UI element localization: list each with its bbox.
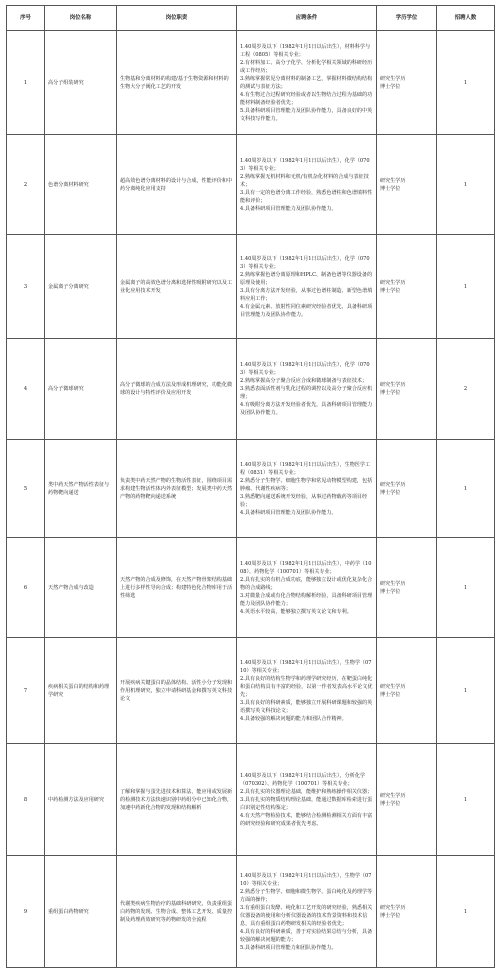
cell-degree: 研究生学历 博士学位 bbox=[377, 538, 437, 638]
table-row bbox=[7, 235, 495, 339]
table-row bbox=[7, 339, 495, 440]
cell-name: 疾病相关蛋白的结构和药理学研究 bbox=[45, 638, 117, 744]
requirement-line: 2.具有扎实的仪器理论基础，能维护和熟练操作相关仪器； bbox=[240, 788, 373, 795]
cell-degree: 研究生学历 博士学位 bbox=[377, 856, 437, 968]
header-duty: 岗位职责 bbox=[117, 6, 237, 31]
requirement-line: 4.具备科研项目管理能力及团队协作能力。 bbox=[240, 205, 337, 212]
requirement-line: 2.有材料加工、高分子化学、分析化学相关领域的科研经历或工作经历； bbox=[240, 59, 373, 74]
requirement-line: 1.40周岁及以下（1982年1月1日以后出生），化学（0703）等相关专业； bbox=[240, 157, 370, 172]
cell-requirements bbox=[237, 135, 377, 235]
cell-name: 重组蛋白药物研究 bbox=[45, 856, 117, 968]
requirement-line: 1.40周岁及以下（1982年1月1日以后出生），化学（0703）等相关专业； bbox=[240, 362, 370, 376]
cell-count: 1 bbox=[437, 235, 495, 339]
cell-name: 高分子微球研究 bbox=[45, 339, 117, 440]
cell-count: 2 bbox=[437, 339, 495, 440]
table-row bbox=[7, 638, 495, 744]
requirement-line: 4.具有良好的科研素质，善于对实验结果总结与分析，具备较强的解决问题的能力； bbox=[240, 928, 373, 943]
cell-duty: 生物基和分离材料的构建/基于生物资源和材料的生物大分子阀化工艺的开发 bbox=[117, 31, 237, 135]
requirement-line: 4.有生物过合过程研究经验或者以生物结合过程为基础的功能材料制备经验者优先； bbox=[240, 91, 373, 106]
requirement-line: 3.具有分离方法开发经验，从事过色谱柱制造、新型色谱填料应用工作； bbox=[240, 287, 373, 302]
cell-requirements bbox=[237, 856, 377, 968]
cell-degree: 研究生学历 博士学位 bbox=[377, 235, 437, 339]
requirement-line: 4.具备科研项目管理能力及团队协作能力。 bbox=[240, 509, 337, 516]
requirement-line: 2.具有良好的结构生物学和药理学研究经历，在靶蛋白纯化和蛋白结构具有丰富的经验，以第一作者发表高水平论文优先； bbox=[240, 675, 373, 698]
requirement-line: 4.有天然产物检验技术，能够结合检测检测相关方面有丰富的研究经验和研究成果者优先考虑。 bbox=[240, 812, 373, 827]
requirement-line: 2.熟练掌握色谱分离原理和HPLC、制备色谱等仪器设备的原理及使用； bbox=[240, 271, 373, 286]
requirement-line: 1.40周岁及以下（1982年1月1日以后出生），分析化学（070302）、药物化学（100701）等相关专业； bbox=[240, 772, 366, 787]
cell-requirements bbox=[237, 235, 377, 339]
requirement-line: 5.具备科研项目管理能力及团队协作能力，具备良好的中英文科技写作能力。 bbox=[240, 107, 373, 122]
cell-count: 1 bbox=[437, 538, 495, 638]
cell-requirements bbox=[237, 440, 377, 538]
requirement-line: 5.具备科研项目管理能力和团队协作能力。 bbox=[240, 944, 337, 951]
cell-count: 1 bbox=[437, 744, 495, 856]
cell-no: 8 bbox=[7, 744, 45, 856]
requirement-line: 2.具有扎实的有机合成功底，能够独立设计或优化复杂化合物的合成路线； bbox=[240, 576, 373, 591]
requirement-line: 3.有重组蛋白发酵、纯化和工艺开发的研究经验，熟悉相关仪器设备的使用和分析仪器设备的技术背景资料和技术信息，具有重组蛋白药物研发相关的经验者优先； bbox=[240, 904, 373, 927]
table-row bbox=[7, 744, 495, 856]
cell-count: 1 bbox=[437, 135, 495, 235]
cell-name: 天然产物合成与改造 bbox=[45, 538, 117, 638]
requirement-line: 2.熟练掌握无机材料和无机/有机杂化材料的合成与表征技术； bbox=[240, 173, 369, 188]
header-requirements: 应聘条件 bbox=[237, 6, 377, 31]
requirement-line: 1.40周岁及以下（1982年1月1日以后出生），中药学（1008）、药物化学（100701）等相关专业； bbox=[240, 560, 372, 575]
requirement-line: 4.英语水平较高，能够独立撰写英文论文和专利。 bbox=[240, 608, 352, 615]
table-row bbox=[7, 31, 495, 135]
requirement-line: 3.熟练掌握常见分离材料的制备工艺，掌握材料微结构结构的测试与表征方法； bbox=[240, 75, 373, 90]
table-header-row bbox=[7, 6, 495, 31]
cell-degree: 研究生学历 博士学位 bbox=[377, 339, 437, 440]
table-row bbox=[7, 440, 495, 538]
requirement-line: 1.40周岁及以下（1982年1月1日以后出生），生物学（0710）等相关专业； bbox=[240, 659, 372, 674]
cell-degree: 研究生学历 博士学位 bbox=[377, 440, 437, 538]
requirement-line: 3.熟悉靶向递送系统开发经验，从事过药物载药等项目经验； bbox=[240, 493, 368, 508]
requirement-line: 1.40周岁及以下（1982年1月1日以后出生），生物医学工程（0831）等相关专业； bbox=[240, 461, 371, 476]
cell-duty: 金属离子的高效色谱分离和选择性吸附研究以及工业化应用技术开发 bbox=[117, 235, 237, 339]
requirement-line: 2.熟悉分子生物学、细胞和微生物学、蛋白纯化及药理学等方面的操作； bbox=[240, 888, 373, 903]
requirement-line: 3.对微量合成或有化合物结构解析经验，具备科研项目管理能力及团队协作能力； bbox=[240, 592, 373, 607]
cell-degree: 研究生学历 博士学位 bbox=[377, 31, 437, 135]
cell-count: 1 bbox=[437, 638, 495, 744]
cell-name: 色谱分离材料研究 bbox=[45, 135, 117, 235]
table-row bbox=[7, 538, 495, 638]
cell-count: 1 bbox=[437, 440, 495, 538]
cell-duty: 天然产物的合成及修饰，在天然产物骨架结构基础上进行多样性导向合成；构建特色化合物库用于活性筛选 bbox=[117, 538, 237, 638]
requirement-line: 2.熟练掌握高分子聚合反应合成和微球制备与表征技术； bbox=[240, 378, 368, 384]
cell-no: 4 bbox=[7, 339, 45, 440]
cell-no: 1 bbox=[7, 31, 45, 135]
cell-duty: 高分子微球的合成方法及形成机理研究，功能化微球的设计与特性评价及应用开发 bbox=[117, 339, 237, 440]
cell-name: 高分子组装研究 bbox=[45, 31, 117, 135]
requirement-line: 3.具有扎实的物质结构理论基础，能通过数据库检索进行蛋白识别定性结构鉴定； bbox=[240, 796, 373, 811]
cell-no: 6 bbox=[7, 538, 45, 638]
requirement-line: 3.具有良好的科研素质，能够独立开展科研课题和较强的英语撰写英文科技论文； bbox=[240, 699, 373, 714]
cell-requirements bbox=[237, 339, 377, 440]
cell-no: 3 bbox=[7, 235, 45, 339]
requirement-line: 3.具有一定的色谱分离工作经验，熟悉色谱柱和色谱填料性能和评价； bbox=[240, 189, 373, 204]
cell-degree: 研究生学历 博士学位 bbox=[377, 135, 437, 235]
header-name: 岗位名称 bbox=[45, 6, 117, 31]
requirement-line: 4.有金属元素、放射性同位素研究经验者优先，具备科研项目管理能力及团队协作能力。 bbox=[240, 303, 373, 318]
cell-count: 1 bbox=[437, 31, 495, 135]
cell-no: 5 bbox=[7, 440, 45, 538]
cell-duty: 负责类中药天然产物的生物活性表征，围绕项目需求构建生物活性体内外表征模型；发展类中药天然产物的药物靶向递送系统 bbox=[117, 440, 237, 538]
cell-no: 9 bbox=[7, 856, 45, 968]
cell-name: 中药检测方法及应用研究 bbox=[45, 744, 117, 856]
cell-duty: 超高效色谱分离材料的设计与合成，性能评价和中药分离纯化应用支持 bbox=[117, 135, 237, 235]
requirement-line: 1.40周岁及以下（1982年1月1日以后出生），化学（0703）等相关专业； bbox=[240, 255, 370, 270]
cell-count: 1 bbox=[437, 856, 495, 968]
cell-degree: 研究生学历 博士学位 bbox=[377, 638, 437, 744]
cell-name: 金属离子分离研究 bbox=[45, 235, 117, 339]
job-table bbox=[6, 5, 495, 968]
cell-requirements bbox=[237, 638, 377, 744]
requirement-line: 2.熟悉分子生物学、细胞生物学和常见动物模型构建，包括肿瘤、代谢性疾病等； bbox=[240, 477, 373, 492]
header-degree: 学历学位 bbox=[377, 6, 437, 31]
requirement-line: 1.40周岁及以下（1982年1月1日以后出生），生物学（0710）等相关专业； bbox=[240, 872, 372, 887]
cell-no: 2 bbox=[7, 135, 45, 235]
cell-name: 类中药天然产物活性表征与药物靶向递送 bbox=[45, 440, 117, 538]
requirement-line: 4.有吸附分离方法开发经验者优先，具备科研项目管理能力及团队协作能力。 bbox=[240, 402, 373, 416]
cell-requirements bbox=[237, 31, 377, 135]
cell-no: 7 bbox=[7, 638, 45, 744]
requirement-line: 3.熟悉表面活性剂与乳化过程的调控以及高分子聚合反应机理； bbox=[240, 386, 373, 400]
table-row bbox=[7, 856, 495, 968]
cell-degree: 研究生学历 博士学位 bbox=[377, 744, 437, 856]
cell-requirements bbox=[237, 538, 377, 638]
table-row bbox=[7, 135, 495, 235]
requirement-line: 1.40周岁及以下（1982年1月1日以后出生），材料科学与工程（0805）等相关专业； bbox=[240, 43, 371, 58]
header-no: 序号 bbox=[7, 6, 45, 31]
cell-duty: 开展疾病关键蛋白的晶体结构、活性小分子发现和作用机理研究，独立申请科研基金和撰写英文科技论文 bbox=[117, 638, 237, 744]
requirement-line: 4.具备较强的解决问题的能力和团队合作精神。 bbox=[240, 715, 347, 722]
cell-requirements bbox=[237, 744, 377, 856]
cell-duty: 代谢类疾病生物治疗的基础科研研究，负责重组蛋白药物的发现、生物合成、整体工艺开发、质量控制及药理药效研究等药物研发的全流程 bbox=[117, 856, 237, 968]
header-count: 招聘人数 bbox=[437, 6, 495, 31]
cell-duty: 了解和掌握与蛋先进技术和算法，能应用或发展新的检测技术方法快速识别中药组分中已知化合物，加速中药新化合物的发现和结构解析 bbox=[117, 744, 237, 856]
